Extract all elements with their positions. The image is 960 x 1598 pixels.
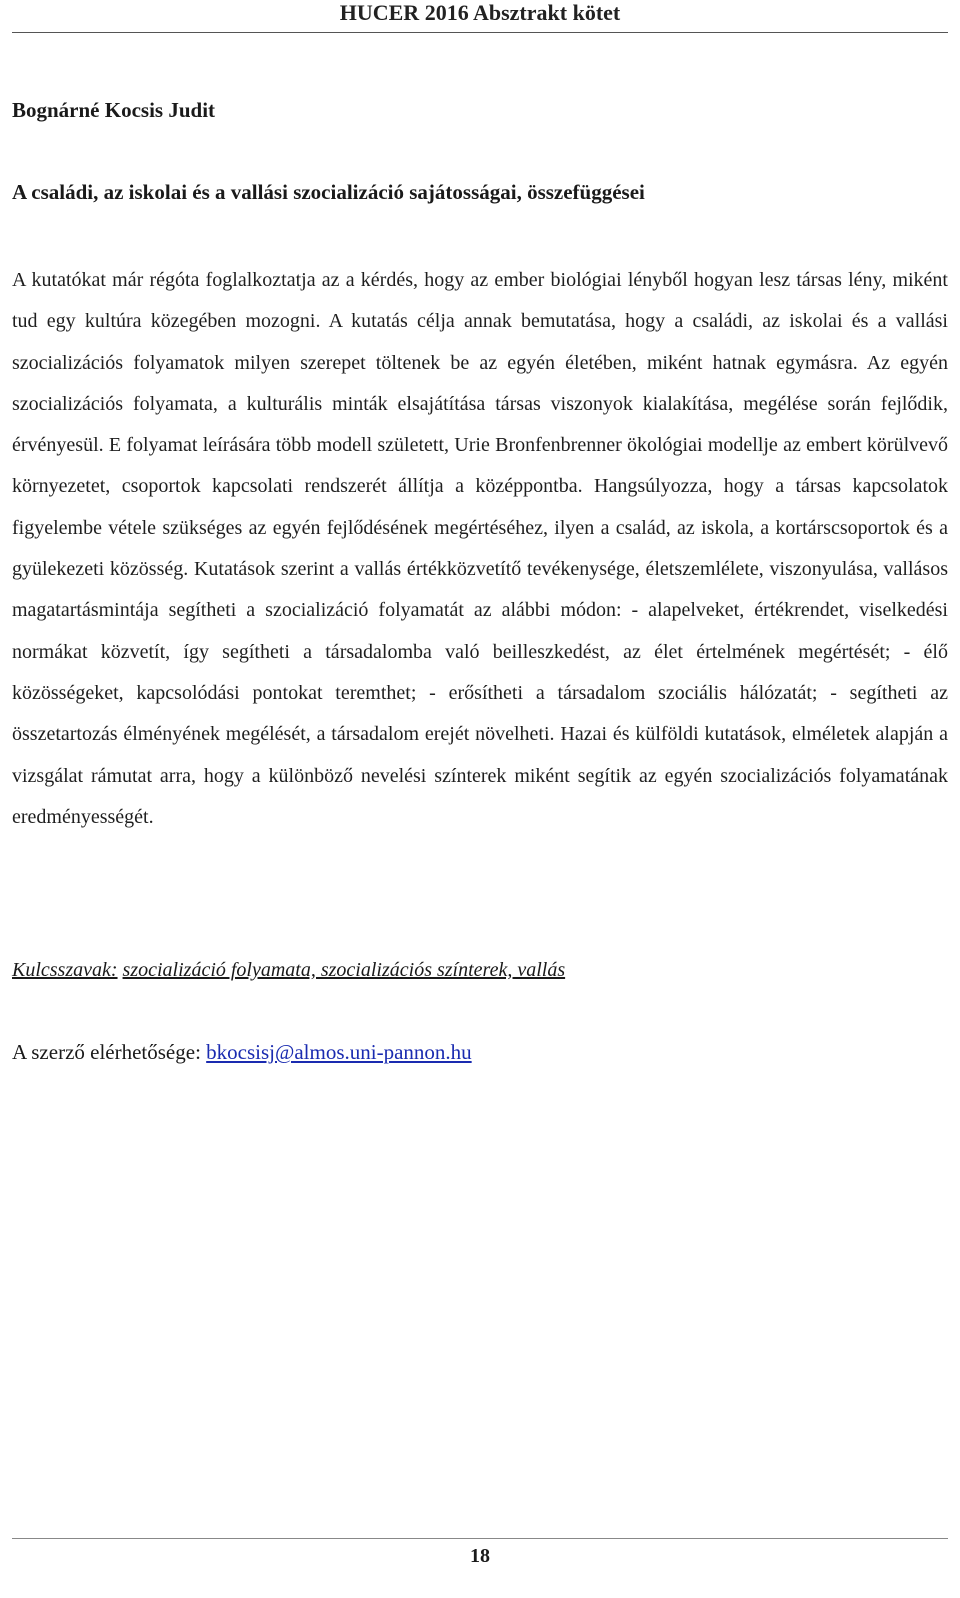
contact-email-link[interactable]: bkocsisj@almos.uni-pannon.hu — [206, 1040, 472, 1064]
header-divider — [12, 32, 948, 33]
footer-divider — [12, 1538, 948, 1539]
contact-label: A szerző elérhetősége: — [12, 1040, 201, 1064]
author-name: Bognárné Kocsis Judit — [12, 98, 216, 122]
abstract-paragraph: A kutatókat már régóta foglalkoztatja az a kérdés, hogy az ember biológiai lényből hogyan lesz társas lény, miként tud egy kultúra közegében mozogni. A kutatás célja annak bemutatása, hogy a családi, az iskolai és a vallási szocializációs folyamatok milyen szerepet töltenek be az egyén életében, miként hatnak egymásra. Az egyén szocializációs folyamata, a kulturális minták elsajátítása társas viszonyok kialakítása, megélése során fejlődik, érvényesül. E folyamat leírására több modell született, Urie Bronfenbrenner ökológiai modellje az embert körülvevő környezetet, csoportok kapcsolati rendszerét állítja a középpontba. Hangsúlyozza, hogy a társas kapcsolatok figyelembe vétele szükséges az egyén fejlődésének megértéséhez, ilyen a család, az iskola, a kortárscsoportok és a gyülekezeti közösség. Kutatások szerint a vallás értékközvetítő tevékenysége, életszemlélete, viszonyulása, vallásos magatartásmintája segítheti a szocializáció folyamatát az alábbi módon: - alapelveket, értékrendet, viselkedési normákat közvetít, így segítheti a társadalomba való beilleszkedést, az élet értelmének megértését; - élő közösségeket, kapcsolódási pontokat teremthet; - erősítheti a társadalom szociális hálózatát; - segítheti az összetartozás élményének megélését, a társadalom erejét növelheti. Hazai és külföldi kutatások, elméletek alapján a vizsgálat rámutat arra, hogy a különböző nevelési színterek miként segítik az egyén szocializációs folyamatának eredményességét. — [12, 269, 948, 828]
running-header: HUCER 2016 Absztrakt kötet — [339, 0, 621, 25]
article-title: A családi, az iskolai és a vallási szocializáció sajátosságai, összefüggései — [12, 180, 645, 204]
keywords-label: Kulcsszavak: — [12, 959, 118, 981]
keywords-line — [12, 956, 565, 984]
author-contact — [12, 1038, 472, 1066]
keywords-values: szocializáció folyamata, szocializációs színterek, vallás — [122, 959, 566, 981]
page-number: 18 — [470, 1545, 490, 1567]
